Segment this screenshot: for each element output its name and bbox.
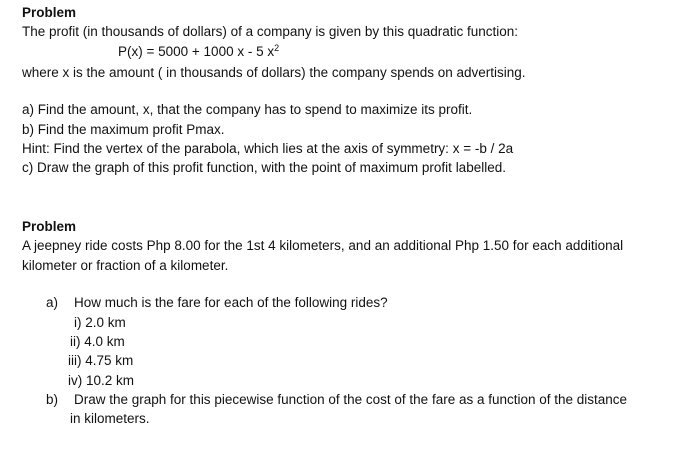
profit-formula-exponent: 2 — [274, 43, 280, 53]
problem-2-part-b-marker: b) — [46, 392, 59, 407]
problem-2-part-a-marker: a) — [46, 295, 59, 310]
ride-item: iv) 10.2 km — [68, 373, 135, 388]
problem-2-part-b-line-1: Draw the graph for this piecewise function of the cost of the fare as a function of the distance — [74, 392, 628, 407]
profit-formula — [118, 43, 279, 61]
ride-item: iii) 4.75 km — [68, 353, 134, 368]
problem-1-part-a: a) Find the amount, x, that the company has to spend to maximize its profit. — [22, 102, 473, 117]
problem-2-heading: Problem — [22, 219, 77, 234]
problem-2-intro-line-1: A jeepney ride costs Php 8.00 for the 1st 4 kilometers, and an additional Php 1.50 for each additional — [22, 238, 624, 253]
ride-item: ii) 4.0 km — [70, 334, 125, 349]
problem-1-where: where x is the amount ( in thousands of dollars) the company spends on advertising. — [22, 65, 526, 80]
problem-2-intro-line-2: kilometer or fraction of a kilometer. — [22, 258, 229, 273]
profit-formula-text: P(x) = 5000 + 1000 x - 5 x — [118, 44, 275, 59]
problem-1-part-c: c) Draw the graph of this profit function, with the point of maximum profit labelled. — [22, 160, 506, 175]
problem-1-heading: Problem — [22, 5, 77, 20]
problem-1-intro: The profit (in thousands of dollars) of a company is given by this quadratic function: — [22, 24, 519, 39]
problem-2-part-b-line-2: in kilometers. — [70, 411, 150, 426]
ride-item: i) 2.0 km — [74, 315, 126, 330]
problem-2-part-a-text: How much is the fare for each of the following rides? — [74, 295, 388, 310]
problem-1-part-b: b) Find the maximum profit Pmax. — [22, 122, 225, 137]
problem-1-hint: Hint: Find the vertex of the parabola, which lies at the axis of symmetry: x = -b / 2a — [22, 141, 514, 156]
